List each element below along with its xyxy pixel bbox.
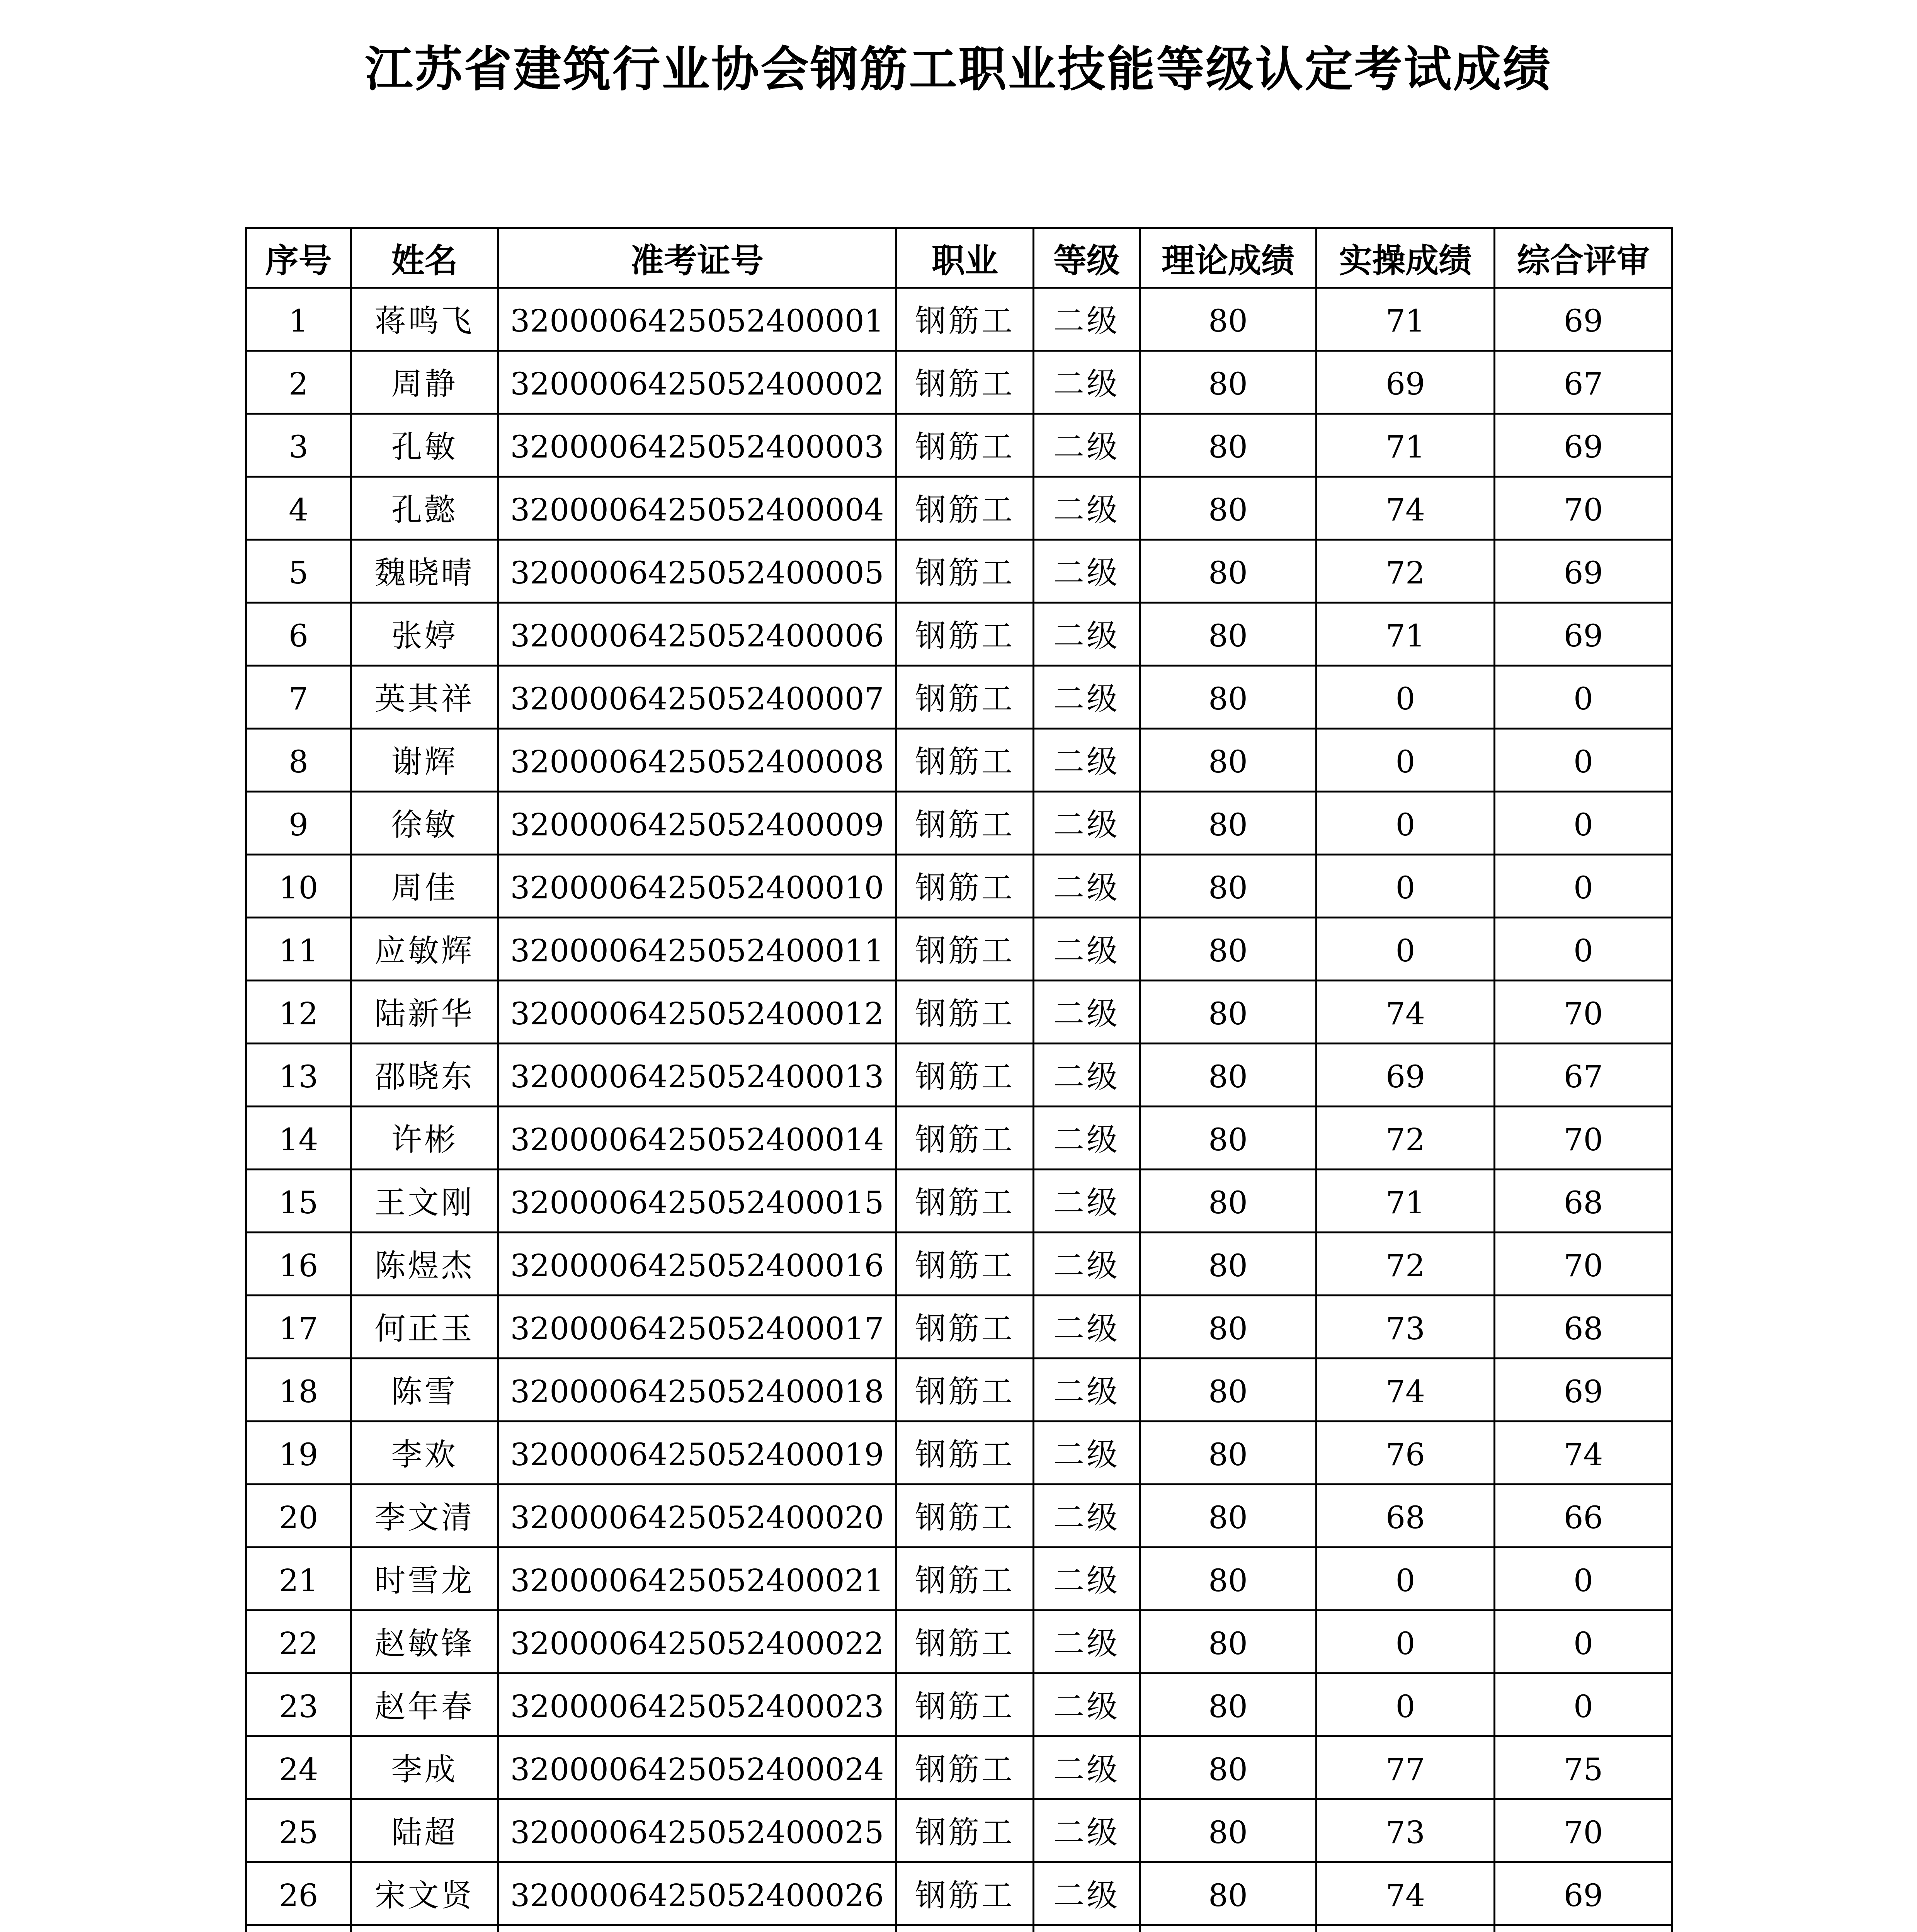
cell-exam-id: 3200006425052400015 — [498, 1170, 896, 1233]
cell-theory-score: 80 — [1140, 603, 1317, 666]
cell-theory-score: 80 — [1140, 1673, 1317, 1736]
cell-exam-id: 3200006425052400020 — [498, 1485, 896, 1548]
cell-overall-review: 68 — [1495, 1296, 1672, 1359]
cell-practical-score: 0 — [1317, 729, 1495, 792]
cell-theory-score: 80 — [1140, 1611, 1317, 1673]
cell-job: 钢筋工 — [896, 1422, 1034, 1485]
cell-exam-id: 3200006425052400017 — [498, 1296, 896, 1359]
cell-practical-score: 72 — [1317, 540, 1495, 603]
cell-theory-score: 80 — [1140, 729, 1317, 792]
cell-no: 26 — [246, 1862, 351, 1925]
cell-practical-score: 74 — [1317, 1359, 1495, 1422]
cell-level: 二级 — [1034, 1170, 1140, 1233]
cell-name: 王文刚 — [351, 1170, 498, 1233]
cell-theory-score: 80 — [1140, 1862, 1317, 1925]
header-overall-review: 综合评审 — [1495, 228, 1672, 288]
cell-name: 谢辉 — [351, 729, 498, 792]
cell-overall-review: 69 — [1495, 288, 1672, 351]
cell-exam-id: 3200006425052400004 — [498, 477, 896, 540]
cell-job: 钢筋工 — [896, 1044, 1034, 1107]
cell-theory-score: 80 — [1140, 1233, 1317, 1296]
cell-overall-review: 70 — [1495, 1107, 1672, 1170]
cell-name: 应敏辉 — [351, 918, 498, 981]
cell-overall-review: 69 — [1495, 1359, 1672, 1422]
cell-job: 钢筋工 — [896, 477, 1034, 540]
cell-theory-score: 80 — [1140, 1799, 1317, 1862]
cell-theory-score: 80 — [1140, 981, 1317, 1044]
table-row — [246, 1799, 1672, 1862]
table-row — [246, 1736, 1672, 1799]
cell-no — [246, 1925, 351, 1932]
cell-name: 许彬 — [351, 1107, 498, 1170]
table-row — [246, 981, 1672, 1044]
cell-no: 9 — [246, 792, 351, 855]
cell-name: 赵敏锋 — [351, 1611, 498, 1673]
cell-level: 二级 — [1034, 540, 1140, 603]
table-row — [246, 351, 1672, 414]
cell-overall-review: 66 — [1495, 1485, 1672, 1548]
cell-practical-score: 0 — [1317, 855, 1495, 918]
cell-level: 二级 — [1034, 1233, 1140, 1296]
cell-level: 二级 — [1034, 1107, 1140, 1170]
cell-practical-score: 76 — [1317, 1422, 1495, 1485]
cell-name: 陆新华 — [351, 981, 498, 1044]
table-row — [246, 1233, 1672, 1296]
cell-overall-review: 69 — [1495, 1862, 1672, 1925]
cell-job: 钢筋工 — [896, 540, 1034, 603]
cell-job: 钢筋工 — [896, 603, 1034, 666]
cell-no: 17 — [246, 1296, 351, 1359]
cell-level: 二级 — [1034, 1296, 1140, 1359]
cell-overall-review: 0 — [1495, 792, 1672, 855]
page-title: 江苏省建筑行业协会钢筋工职业技能等级认定考试成绩 — [365, 42, 1552, 97]
cell-exam-id: 3200006425052400010 — [498, 855, 896, 918]
cell-level: 二级 — [1034, 351, 1140, 414]
cell-level: 二级 — [1034, 1611, 1140, 1673]
cell-name: 时雪龙 — [351, 1548, 498, 1611]
cell-overall-review — [1495, 1925, 1672, 1932]
cell-theory-score: 80 — [1140, 1044, 1317, 1107]
cell-job: 钢筋工 — [896, 1485, 1034, 1548]
cell-job: 钢筋工 — [896, 1296, 1034, 1359]
cell-practical-score: 71 — [1317, 414, 1495, 477]
cell-job: 钢筋工 — [896, 1673, 1034, 1736]
cell-level: 二级 — [1034, 1359, 1140, 1422]
cell-exam-id: 3200006425052400012 — [498, 981, 896, 1044]
cell-name: 宋文贤 — [351, 1862, 498, 1925]
header-job: 职业 — [896, 228, 1034, 288]
cell-overall-review: 70 — [1495, 477, 1672, 540]
cell-name: 何正玉 — [351, 1296, 498, 1359]
cell-exam-id: 3200006425052400019 — [498, 1422, 896, 1485]
cell-name: 英其祥 — [351, 666, 498, 729]
cell-theory-score: 80 — [1140, 792, 1317, 855]
cell-practical-score: 0 — [1317, 1611, 1495, 1673]
cell-name: 李文清 — [351, 1485, 498, 1548]
table-row — [246, 288, 1672, 351]
cell-theory-score: 80 — [1140, 540, 1317, 603]
cell-overall-review: 69 — [1495, 414, 1672, 477]
cell-no: 10 — [246, 855, 351, 918]
cell-exam-id: 3200006425052400013 — [498, 1044, 896, 1107]
cell-no: 6 — [246, 603, 351, 666]
table-row — [246, 1422, 1672, 1485]
cell-exam-id: 3200006425052400008 — [498, 729, 896, 792]
cell-job: 钢筋工 — [896, 351, 1034, 414]
table-row — [246, 729, 1672, 792]
header-no: 序号 — [246, 228, 351, 288]
cell-practical-score: 0 — [1317, 792, 1495, 855]
cell-name: 魏晓晴 — [351, 540, 498, 603]
cell-overall-review: 0 — [1495, 1548, 1672, 1611]
cell-name: 陆超 — [351, 1799, 498, 1862]
cell-name: 陈煜杰 — [351, 1233, 498, 1296]
cell-theory-score: 80 — [1140, 1548, 1317, 1611]
cell-level: 二级 — [1034, 1799, 1140, 1862]
cell-no: 19 — [246, 1422, 351, 1485]
header-theory-score: 理论成绩 — [1140, 228, 1317, 288]
cell-practical-score: 72 — [1317, 1233, 1495, 1296]
cell-no: 7 — [246, 666, 351, 729]
cell-job: 钢筋工 — [896, 918, 1034, 981]
cell-theory-score: 80 — [1140, 1485, 1317, 1548]
table-row — [246, 1611, 1672, 1673]
cell-job: 钢筋工 — [896, 729, 1034, 792]
cell-level: 二级 — [1034, 1044, 1140, 1107]
cell-exam-id: 3200006425052400009 — [498, 792, 896, 855]
cell-practical-score: 0 — [1317, 666, 1495, 729]
cell-job: 钢筋工 — [896, 1107, 1034, 1170]
cell-no: 18 — [246, 1359, 351, 1422]
cell-job: 钢筋工 — [896, 414, 1034, 477]
table-row — [246, 603, 1672, 666]
cell-exam-id: 3200006425052400018 — [498, 1359, 896, 1422]
cell-name: 李欢 — [351, 1422, 498, 1485]
cell-theory-score: 80 — [1140, 1170, 1317, 1233]
cell-overall-review: 0 — [1495, 666, 1672, 729]
cell-exam-id: 3200006425052400016 — [498, 1233, 896, 1296]
cell-practical-score: 0 — [1317, 918, 1495, 981]
cell-no: 14 — [246, 1107, 351, 1170]
cell-no: 5 — [246, 540, 351, 603]
cell-practical-score: 0 — [1317, 1548, 1495, 1611]
cell-overall-review: 70 — [1495, 1799, 1672, 1862]
cell-level: 二级 — [1034, 414, 1140, 477]
cell-practical-score: 74 — [1317, 1862, 1495, 1925]
cell-job: 钢筋工 — [896, 1862, 1034, 1925]
cell-practical-score: 73 — [1317, 1296, 1495, 1359]
cell-name: 徐敏 — [351, 792, 498, 855]
cell-no: 13 — [246, 1044, 351, 1107]
cell-job: 钢筋工 — [896, 1611, 1034, 1673]
cell-job: 钢筋工 — [896, 288, 1034, 351]
cell-practical-score: 74 — [1317, 477, 1495, 540]
cell-job: 钢筋工 — [896, 1170, 1034, 1233]
cell-theory-score: 80 — [1140, 918, 1317, 981]
table-row — [246, 1044, 1672, 1107]
cell-job — [896, 1925, 1034, 1932]
table-row — [246, 918, 1672, 981]
cell-no: 15 — [246, 1170, 351, 1233]
cell-overall-review: 0 — [1495, 1611, 1672, 1673]
cell-practical-score: 77 — [1317, 1736, 1495, 1799]
cell-overall-review: 67 — [1495, 1044, 1672, 1107]
cell-exam-id: 3200006425052400003 — [498, 414, 896, 477]
score-table — [245, 227, 1673, 1932]
cell-theory-score: 80 — [1140, 1422, 1317, 1485]
cell-name: 孔敏 — [351, 414, 498, 477]
cell-job: 钢筋工 — [896, 981, 1034, 1044]
cell-level: 二级 — [1034, 1673, 1140, 1736]
cell-overall-review: 0 — [1495, 729, 1672, 792]
cell-name: 蒋鸣飞 — [351, 288, 498, 351]
cell-exam-id: 3200006425052400023 — [498, 1673, 896, 1736]
cell-practical-score: 68 — [1317, 1485, 1495, 1548]
cell-exam-id: 3200006425052400024 — [498, 1736, 896, 1799]
cell-level: 二级 — [1034, 1485, 1140, 1548]
cell-theory-score: 80 — [1140, 1359, 1317, 1422]
cell-overall-review: 74 — [1495, 1422, 1672, 1485]
cell-name: 陈雪 — [351, 1359, 498, 1422]
header-exam-id: 准考证号 — [498, 228, 896, 288]
cell-overall-review: 70 — [1495, 1233, 1672, 1296]
cell-practical-score — [1317, 1925, 1495, 1932]
cell-name: 张婷 — [351, 603, 498, 666]
table-row — [246, 414, 1672, 477]
table-row — [246, 1107, 1672, 1170]
cell-theory-score: 80 — [1140, 477, 1317, 540]
cell-level: 二级 — [1034, 1422, 1140, 1485]
cell-overall-review: 70 — [1495, 981, 1672, 1044]
cell-overall-review: 67 — [1495, 351, 1672, 414]
cell-theory-score: 80 — [1140, 1107, 1317, 1170]
table-row — [246, 666, 1672, 729]
cell-practical-score: 71 — [1317, 288, 1495, 351]
cell-name — [351, 1925, 498, 1932]
cell-theory-score: 80 — [1140, 855, 1317, 918]
cell-no: 21 — [246, 1548, 351, 1611]
cell-no: 24 — [246, 1736, 351, 1799]
cell-no: 4 — [246, 477, 351, 540]
cell-exam-id: 3200006425052400001 — [498, 288, 896, 351]
cell-overall-review: 69 — [1495, 540, 1672, 603]
table-row — [246, 1170, 1672, 1233]
cell-practical-score: 74 — [1317, 981, 1495, 1044]
table-row — [246, 1485, 1672, 1548]
table-row — [246, 1548, 1672, 1611]
table-body — [246, 288, 1672, 1932]
cell-level — [1034, 1925, 1140, 1932]
cell-level: 二级 — [1034, 666, 1140, 729]
cell-practical-score: 69 — [1317, 1044, 1495, 1107]
cell-practical-score: 71 — [1317, 1170, 1495, 1233]
cell-no: 11 — [246, 918, 351, 981]
cell-level: 二级 — [1034, 1736, 1140, 1799]
cell-theory-score: 80 — [1140, 1296, 1317, 1359]
table-row — [246, 855, 1672, 918]
cell-no: 12 — [246, 981, 351, 1044]
cell-level: 二级 — [1034, 918, 1140, 981]
cell-level: 二级 — [1034, 729, 1140, 792]
table-row — [246, 792, 1672, 855]
cell-exam-id: 3200006425052400005 — [498, 540, 896, 603]
cell-exam-id: 3200006425052400026 — [498, 1862, 896, 1925]
cell-theory-score: 80 — [1140, 666, 1317, 729]
cell-exam-id: 3200006425052400006 — [498, 603, 896, 666]
cell-overall-review: 0 — [1495, 918, 1672, 981]
cell-level: 二级 — [1034, 1548, 1140, 1611]
cell-job: 钢筋工 — [896, 1736, 1034, 1799]
table-row — [246, 1862, 1672, 1925]
cell-name: 孔懿 — [351, 477, 498, 540]
table-row — [246, 1359, 1672, 1422]
cell-level: 二级 — [1034, 855, 1140, 918]
cell-job: 钢筋工 — [896, 1548, 1034, 1611]
cell-job: 钢筋工 — [896, 666, 1034, 729]
cell-exam-id: 3200006425052400002 — [498, 351, 896, 414]
cell-practical-score: 72 — [1317, 1107, 1495, 1170]
cell-level: 二级 — [1034, 981, 1140, 1044]
cell-job: 钢筋工 — [896, 1233, 1034, 1296]
cell-theory-score — [1140, 1925, 1317, 1932]
cell-level: 二级 — [1034, 1862, 1140, 1925]
cell-name: 邵晓东 — [351, 1044, 498, 1107]
cell-level: 二级 — [1034, 288, 1140, 351]
cell-level: 二级 — [1034, 792, 1140, 855]
table-row — [246, 1673, 1672, 1736]
cell-theory-score: 80 — [1140, 414, 1317, 477]
cell-job: 钢筋工 — [896, 1799, 1034, 1862]
cell-overall-review: 0 — [1495, 855, 1672, 918]
cell-practical-score: 69 — [1317, 351, 1495, 414]
cell-exam-id: 3200006425052400021 — [498, 1548, 896, 1611]
table-row — [246, 1296, 1672, 1359]
cell-no: 22 — [246, 1611, 351, 1673]
cell-practical-score: 73 — [1317, 1799, 1495, 1862]
cell-level: 二级 — [1034, 603, 1140, 666]
cell-name: 李成 — [351, 1736, 498, 1799]
table-row — [246, 1925, 1672, 1932]
header-name: 姓名 — [351, 228, 498, 288]
cell-practical-score: 0 — [1317, 1673, 1495, 1736]
cell-no: 16 — [246, 1233, 351, 1296]
cell-exam-id: 3200006425052400011 — [498, 918, 896, 981]
cell-no: 20 — [246, 1485, 351, 1548]
cell-exam-id: 3200006425052400022 — [498, 1611, 896, 1673]
table-header-row — [246, 228, 1672, 288]
cell-overall-review: 75 — [1495, 1736, 1672, 1799]
cell-overall-review: 0 — [1495, 1673, 1672, 1736]
cell-overall-review: 69 — [1495, 603, 1672, 666]
cell-no: 3 — [246, 414, 351, 477]
cell-theory-score: 80 — [1140, 288, 1317, 351]
cell-name: 周静 — [351, 351, 498, 414]
table-row — [246, 540, 1672, 603]
cell-practical-score: 71 — [1317, 603, 1495, 666]
cell-no: 8 — [246, 729, 351, 792]
cell-job: 钢筋工 — [896, 855, 1034, 918]
cell-exam-id: 3200006425052400007 — [498, 666, 896, 729]
cell-overall-review: 68 — [1495, 1170, 1672, 1233]
cell-no: 1 — [246, 288, 351, 351]
cell-exam-id: 3200006425052400025 — [498, 1799, 896, 1862]
cell-exam-id — [498, 1925, 896, 1932]
cell-job: 钢筋工 — [896, 1359, 1034, 1422]
table-row — [246, 477, 1672, 540]
cell-level: 二级 — [1034, 477, 1140, 540]
cell-no: 2 — [246, 351, 351, 414]
cell-job: 钢筋工 — [896, 792, 1034, 855]
header-level: 等级 — [1034, 228, 1140, 288]
cell-no: 23 — [246, 1673, 351, 1736]
cell-theory-score: 80 — [1140, 1736, 1317, 1799]
cell-name: 赵年春 — [351, 1673, 498, 1736]
cell-exam-id: 3200006425052400014 — [498, 1107, 896, 1170]
cell-no: 25 — [246, 1799, 351, 1862]
cell-name: 周佳 — [351, 855, 498, 918]
cell-theory-score: 80 — [1140, 351, 1317, 414]
header-practical-score: 实操成绩 — [1317, 228, 1495, 288]
